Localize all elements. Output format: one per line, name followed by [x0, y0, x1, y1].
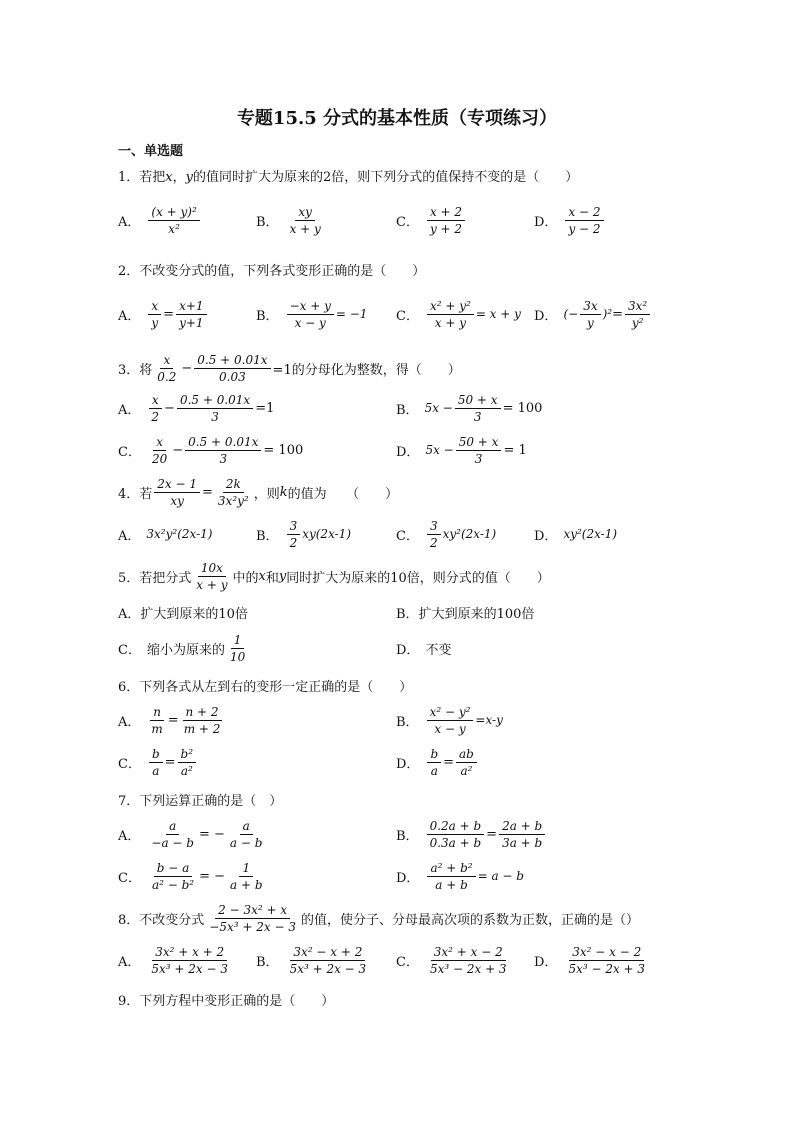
option-a[interactable]: A． $\frac{x}{2}$ − $\frac{0.5 + 0.01x}{3}$ =1: [118, 392, 275, 424]
option-b[interactable]: B． $\frac{0.2a + b}{0.3a + b}$ = $\frac{2a + b}{3a + b}$: [396, 814, 547, 854]
question-4-options: [118, 514, 678, 554]
option-d[interactable]: D． xy²(2x-1): [534, 527, 618, 544]
question-8-options: [118, 940, 678, 980]
option-a[interactable]: A． $\frac{\text{3x² + x + 2}}{\text{5x³ + 2x − 3}}$: [118, 944, 229, 976]
question-5-options-cd: [118, 628, 678, 668]
question-7-options-cd: [118, 856, 678, 896]
option-b[interactable]: B． $\frac{\text{3x² − x + 2}}{\text{5x³ + 2x − 3}}$: [256, 944, 367, 976]
option-c[interactable]: C． $\frac{b}{a}$ = $\frac{\text{b²}}{\text{a²}}$: [118, 742, 198, 782]
option-c[interactable]: C． $\frac{\text{x² + y²}}{x + y}$ = x + y: [396, 298, 521, 330]
option-c[interactable]: C． $\frac{\text{3x² + x − 2}}{\text{5x³ − 2x + 3}}$: [396, 944, 507, 976]
question-7-options-ab: [118, 814, 678, 854]
question-8-stem: 8．不改变分式 $\frac{\text{2 − 3x² + x}}{\text{−5x³ + 2x − 3}}$ 的值，使分子、分母最高次项的系数为正数，正确的是（）: [118, 902, 639, 934]
question-2-options: [118, 294, 678, 334]
option-a[interactable]: A． 3x²y²(2x-1): [118, 527, 213, 544]
section-heading: 一、单选题: [118, 144, 184, 159]
option-b[interactable]: B． $\frac{-x + y}{x - y}$ = −1: [256, 298, 368, 330]
option-d[interactable]: D． (− $\frac{3x}{y}$ )² = $\frac{\text{3x²}}{\text{y²}}$: [534, 294, 652, 334]
option-d[interactable]: D． 5x − $\frac{50 + x}{3}$ = 1: [396, 434, 527, 466]
question-4-stem: 4．若 $\frac{2x - 1}{xy}$ = $\frac{2k}{\text{3x²y²}}$ ，则 k 的值为 （ ）: [118, 476, 399, 508]
option-c[interactable]: C． $\frac{x}{20}$ − $\frac{0.5 + 0.01x}{3}$ = 100: [118, 434, 304, 466]
option-a[interactable]: A． $\frac{\text{(x + y)²}}{\text{x²}}$: [118, 200, 202, 240]
question-9-stem: 9．下列方程中变形正确的是（ ）: [118, 994, 335, 1009]
option-d[interactable]: D． $\frac{\text{a² + b²}}{a + b}$ = a − b: [396, 860, 524, 892]
question-3-stem: 3．将 $\frac{x}{0.2}$ − $\frac{0.5 + 0.01x}{0.03}$ =1的分母化为整数，得（ ）: [118, 352, 461, 384]
option-d[interactable]: D． $\frac{\text{3x² − x − 2}}{\text{5x³ − 2x + 3}}$: [534, 944, 646, 976]
option-d[interactable]: D． $\frac{x - 2}{y - 2}$: [534, 200, 606, 240]
question-3-options-ab: [118, 388, 678, 428]
question-3-options-cd: [118, 430, 678, 470]
question-6-options-cd: [118, 742, 678, 782]
question-5-stem: 5．若把分式 $\frac{10x}{x + y}$ 中的 x 和 y 同时扩大为原来的10倍，则分式的值（ ）: [118, 560, 550, 592]
question-6-stem: 6．下列各式从左到右的变形一定正确的是（ ）: [118, 680, 413, 695]
option-c[interactable]: C． 缩小为原来的 $\frac{1}{10}$: [118, 632, 246, 664]
option-a[interactable]: A． $\frac{a}{-a - b}$ = − $\frac{a}{a - b}$: [118, 818, 263, 850]
option-b[interactable]: B． $\frac{3}{2}$ xy(2x-1): [256, 518, 351, 550]
question-6-options-ab: [118, 700, 678, 740]
question-5-option-b[interactable]: B．扩大到原来的100倍: [396, 607, 535, 622]
option-c[interactable]: C． $\frac{x + 2}{y + 2}$: [396, 200, 467, 240]
page-title: 专题15.5 分式的基本性质（专项练习）: [236, 108, 558, 129]
option-a[interactable]: A． $\frac{n}{m}$ = $\frac{n + 2}{m + 2}$: [118, 704, 221, 736]
question-1-options: [118, 200, 678, 240]
option-c[interactable]: C． $\frac{b - a}{\text{a² − b²}}$ = − $\frac{1}{a + b}$: [118, 860, 263, 892]
option-d[interactable]: D． 不变: [396, 642, 452, 658]
option-b[interactable]: B． 5x − $\frac{50 + x}{3}$ = 100: [396, 392, 543, 424]
question-5-option-a[interactable]: A．扩大到原来的10倍: [118, 607, 248, 622]
option-b[interactable]: B． $\frac{xy}{x + y}$: [256, 204, 321, 236]
question-1-stem: 1．若把x，y的值同时扩大为原来的2倍，则下列分式的值保持不变的是（ ）: [118, 170, 579, 185]
question-2-stem: 2．不改变分式的值，下列各式变形正确的是（ ）: [118, 264, 426, 279]
option-c[interactable]: C． $\frac{3}{2}$ xy²(2x-1): [396, 518, 497, 550]
option-b[interactable]: B． $\frac{\text{x² − y²}}{x - y}$ =x-y: [396, 704, 503, 736]
question-7-stem: 7．下列运算正确的是（ ）: [118, 794, 283, 809]
option-d[interactable]: D． $\frac{b}{a}$ = $\frac{ab}{\text{a²}}$: [396, 742, 479, 782]
option-a[interactable]: A． $\frac{x}{y}$ = $\frac{x+1}{y+1}$: [118, 294, 209, 334]
